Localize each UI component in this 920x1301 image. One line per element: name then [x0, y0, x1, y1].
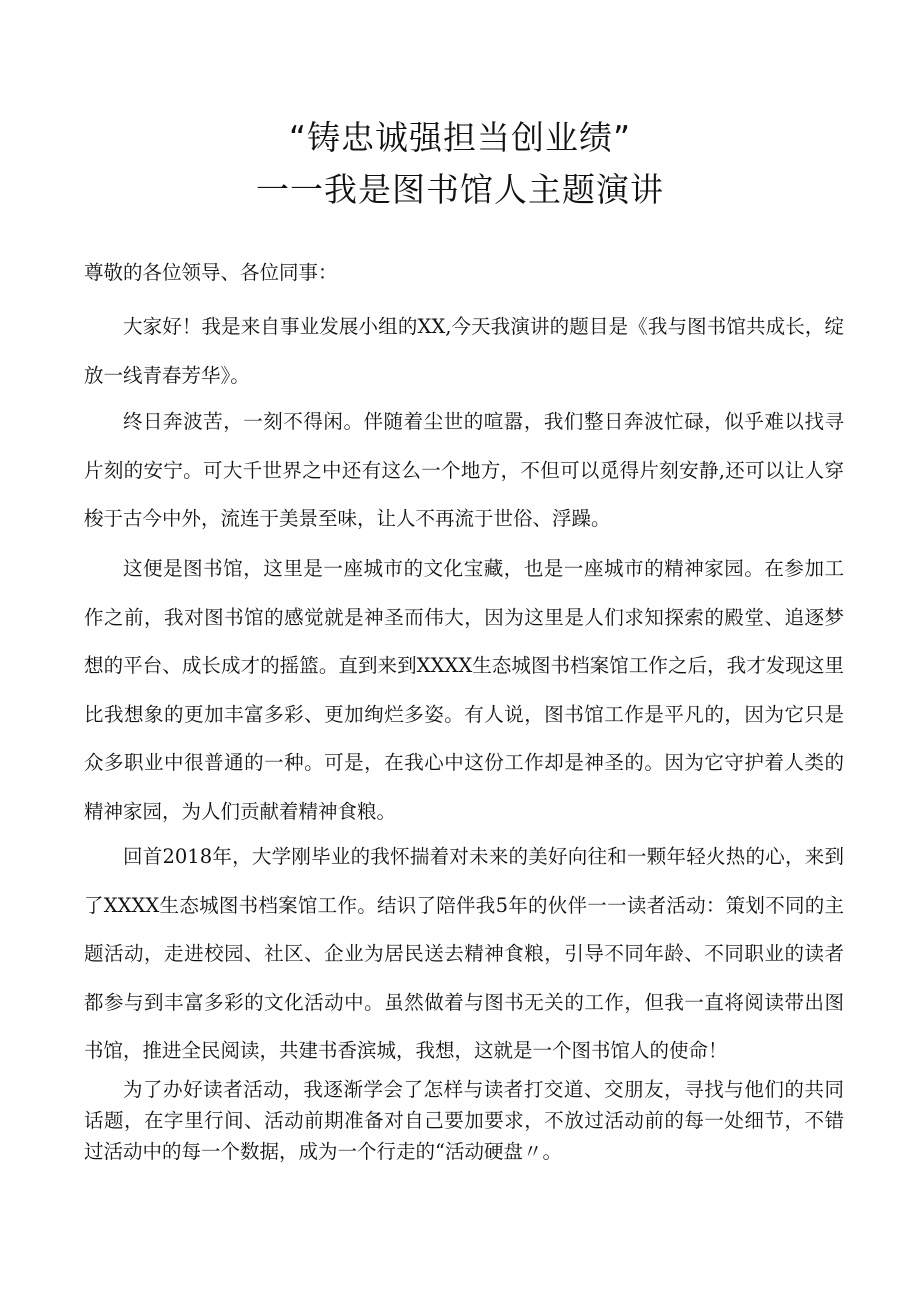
paragraph-1: 大家好！我是来自事业发展小组的XX,今天我演讲的题目是《我与图书馆共成长，绽放一线青春芳华》。: [84, 315, 844, 387]
title-line-1: “铸忠诚强担当创业绩”: [288, 118, 632, 157]
paragraph-5: 为了办好读者活动，我逐渐学会了怎样与读者打交道、交朋友，寻找与他们的共同话题，在字里行间、活动前期准备对自己要加要求，不放过活动前的每一处细节，不错过活动中的每一个数据，成为一个行走的“活动硬盘〃。: [84, 1078, 844, 1163]
title-line-2: 一一我是图书馆人主题演讲: [256, 170, 664, 209]
paragraph-3: 这便是图书馆，这里是一座城市的文化宝藏，也是一座城市的精神家园。在参加工作之前，我对图书馆的感觉就是神圣而伟大，因为这里是人们求知探索的殿堂、追逐梦想的平台、成长成才的摇篮。直到来到XXXX生态城图书档案馆工作之后，我才发现这里比我想象的更加丰富多彩、更加绚烂多姿。有人说，图书馆工作是平凡的，因为它只是众多职业中很普通的一种。可是，在我心中这份工作却是神圣的。因为它守护着人类的精神家园，为人们贡献着精神食粮。: [84, 557, 844, 823]
salutation: 尊敬的各位领导、各位同事：: [84, 261, 338, 284]
paragraph-2: 终日奔波苦，一刻不得闲。伴随着尘世的喧嚣，我们整日奔波忙碌，似乎难以找寻片刻的安宁。可大千世界之中还有这么一个地方，不但可以觅得片刻安静,还可以让人穿梭于古今中外，流连于美景至味，让人不再流于世俗、浮躁。: [84, 410, 844, 530]
paragraph-4: 回首2018年，大学刚毕业的我怀揣着对未来的美好向往和一颗年轻火热的心，来到了XXXX生态城图书档案馆工作。结识了陪伴我5年的伙伴一一读者活动：策划不同的主题活动，走进校园、社区、企业为居民送去精神食粮，引导不同年龄、不同职业的读者都参与到丰富多彩的文化活动中。虽然做着与图书无关的工作，但我一直将阅读带出图书馆，推进全民阅读，共建书香滨城，我想，这就是一个图书馆人的使命！: [84, 845, 844, 1062]
